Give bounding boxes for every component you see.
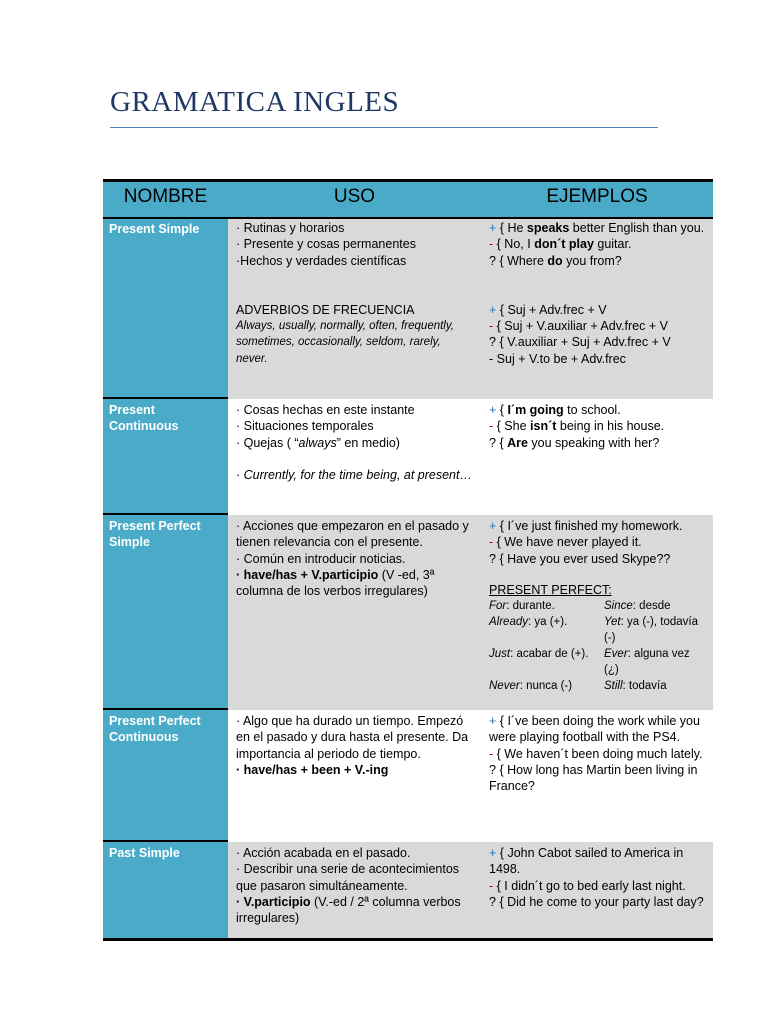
ejemplos-cell xyxy=(481,219,713,399)
uso-line: · Cosas hechas en este instante xyxy=(236,403,415,417)
header-nombre: NOMBRE xyxy=(123,186,208,207)
example-question: ? { How long has Martin been living in France? xyxy=(489,762,698,794)
tense-name: Present Perfect Continuous xyxy=(103,710,228,842)
ejemplos-cell xyxy=(481,515,713,710)
uso-line: · Situaciones temporales xyxy=(236,419,374,434)
uso-cell xyxy=(228,842,481,938)
pp-term: Yet: ya (-), todavía (-) xyxy=(604,616,698,645)
pp-term: Already: ya (+). xyxy=(489,616,568,629)
pp-term: For: durante. xyxy=(489,600,555,613)
pp-term: Just: acabar de (+). xyxy=(489,648,589,661)
example-negative: - { We haven´t been doing much lately. xyxy=(489,746,703,761)
table-header-row xyxy=(103,179,713,219)
uso-line: · Describir una serie de acontecimientos que pasaron simultáneamente. xyxy=(236,862,460,893)
tense-name: Past Simple xyxy=(103,842,228,938)
uso-line: · Presente y cosas permanentes xyxy=(236,237,416,252)
example-negative: - { No, I don´t play guitar. xyxy=(489,237,632,252)
formula-negative: - { Suj + V.auxiliar + Adv.frec + V xyxy=(489,319,668,334)
uso-formula: · have/has + V.participio (V -ed, 3ª columna de los verbos irregulares) xyxy=(236,567,435,599)
uso-formula: · have/has + been + V.-ing xyxy=(236,762,389,777)
uso-time-expressions: · Currently, for the time being, at present… xyxy=(236,467,472,482)
present-perfect-terms xyxy=(489,598,705,694)
table-row xyxy=(103,710,713,842)
tense-name: Present Perfect Simple xyxy=(103,515,228,710)
example-question: ? { Where do you from? xyxy=(489,253,622,268)
example-negative: - { She isn´t being in his house. xyxy=(489,419,665,434)
pp-term: Since: desde xyxy=(604,600,671,613)
pp-term: Still: todavía xyxy=(604,680,667,693)
title-underline xyxy=(110,127,658,128)
table-row xyxy=(103,842,713,938)
example-question: ? { Have you ever used Skype?? xyxy=(489,551,671,566)
example-negative: - { I didn´t go to bed early last night. xyxy=(489,878,686,893)
example-negative: - { We have never played it. xyxy=(489,535,642,550)
example-affirmative: + { I´ve been doing the work while you were playing football with the PS4. xyxy=(489,714,700,745)
example-question: ? { Are you speaking with her? xyxy=(489,435,660,450)
example-affirmative: + { He speaks better English than you. xyxy=(489,221,705,235)
uso-line: · Común en introducir noticias. xyxy=(236,551,406,566)
uso-line: · Acción acabada en el pasado. xyxy=(236,846,411,860)
formula-affirmative: + { Suj + Adv.frec + V xyxy=(489,302,607,317)
uso-cell xyxy=(228,515,481,710)
uso-line: · Algo que ha durado un tiempo. Empezó en el pasado y dura hasta el presente. Da importancia al periodo de tiempo. xyxy=(236,714,469,761)
uso-cell xyxy=(228,399,481,515)
uso-line: · Quejas ( “always” en medio) xyxy=(236,435,400,450)
grammar-table xyxy=(103,179,713,941)
uso-line: · Acciones que empezaron en el pasado y tienen relevancia con el presente. xyxy=(236,519,469,550)
adverbios-list: Always, usually, normally, often, frequently, sometimes, occasionally, seldom, rarely, never. xyxy=(236,320,454,365)
example-question: ? { Did he come to your party last day? xyxy=(489,894,704,909)
pp-term: Ever: alguna vez (¿) xyxy=(604,648,690,677)
pp-term: Never: nunca (-) xyxy=(489,680,573,693)
adverbios-label: ADVERBIOS DE FRECUENCIA xyxy=(236,302,415,317)
ejemplos-cell xyxy=(481,710,713,842)
example-affirmative: + { I´m going to school. xyxy=(489,403,621,417)
header-uso: USO xyxy=(333,186,376,207)
uso-formula: · V.participio (V.-ed / 2ª columna verbos irregulares) xyxy=(236,894,461,926)
uso-line: ·Hechos y verdades científicas xyxy=(236,253,407,268)
header-ejemplos: EJEMPLOS xyxy=(546,186,648,207)
uso-line: · Rutinas y horarios xyxy=(236,221,345,235)
table-row xyxy=(103,515,713,710)
table-row xyxy=(103,219,713,399)
example-affirmative: + { John Cabot sailed to America in 1498. xyxy=(489,846,684,877)
table-row xyxy=(103,399,713,515)
uso-cell xyxy=(228,710,481,842)
formula-to-be: - Suj + V.to be + Adv.frec xyxy=(489,351,626,366)
tense-name: Present Continuous xyxy=(103,399,228,515)
document-title: GRAMATICA INGLES xyxy=(110,86,400,118)
ejemplos-cell xyxy=(481,399,713,515)
uso-cell xyxy=(228,219,481,399)
tense-name: Present Simple xyxy=(103,219,228,399)
present-perfect-label: PRESENT PERFECT: xyxy=(489,582,612,597)
ejemplos-cell xyxy=(481,842,713,938)
formula-question: ? { V.auxiliar + Suj + Adv.frec + V xyxy=(489,335,671,350)
example-affirmative: + { I´ve just finished my homework. xyxy=(489,519,683,533)
